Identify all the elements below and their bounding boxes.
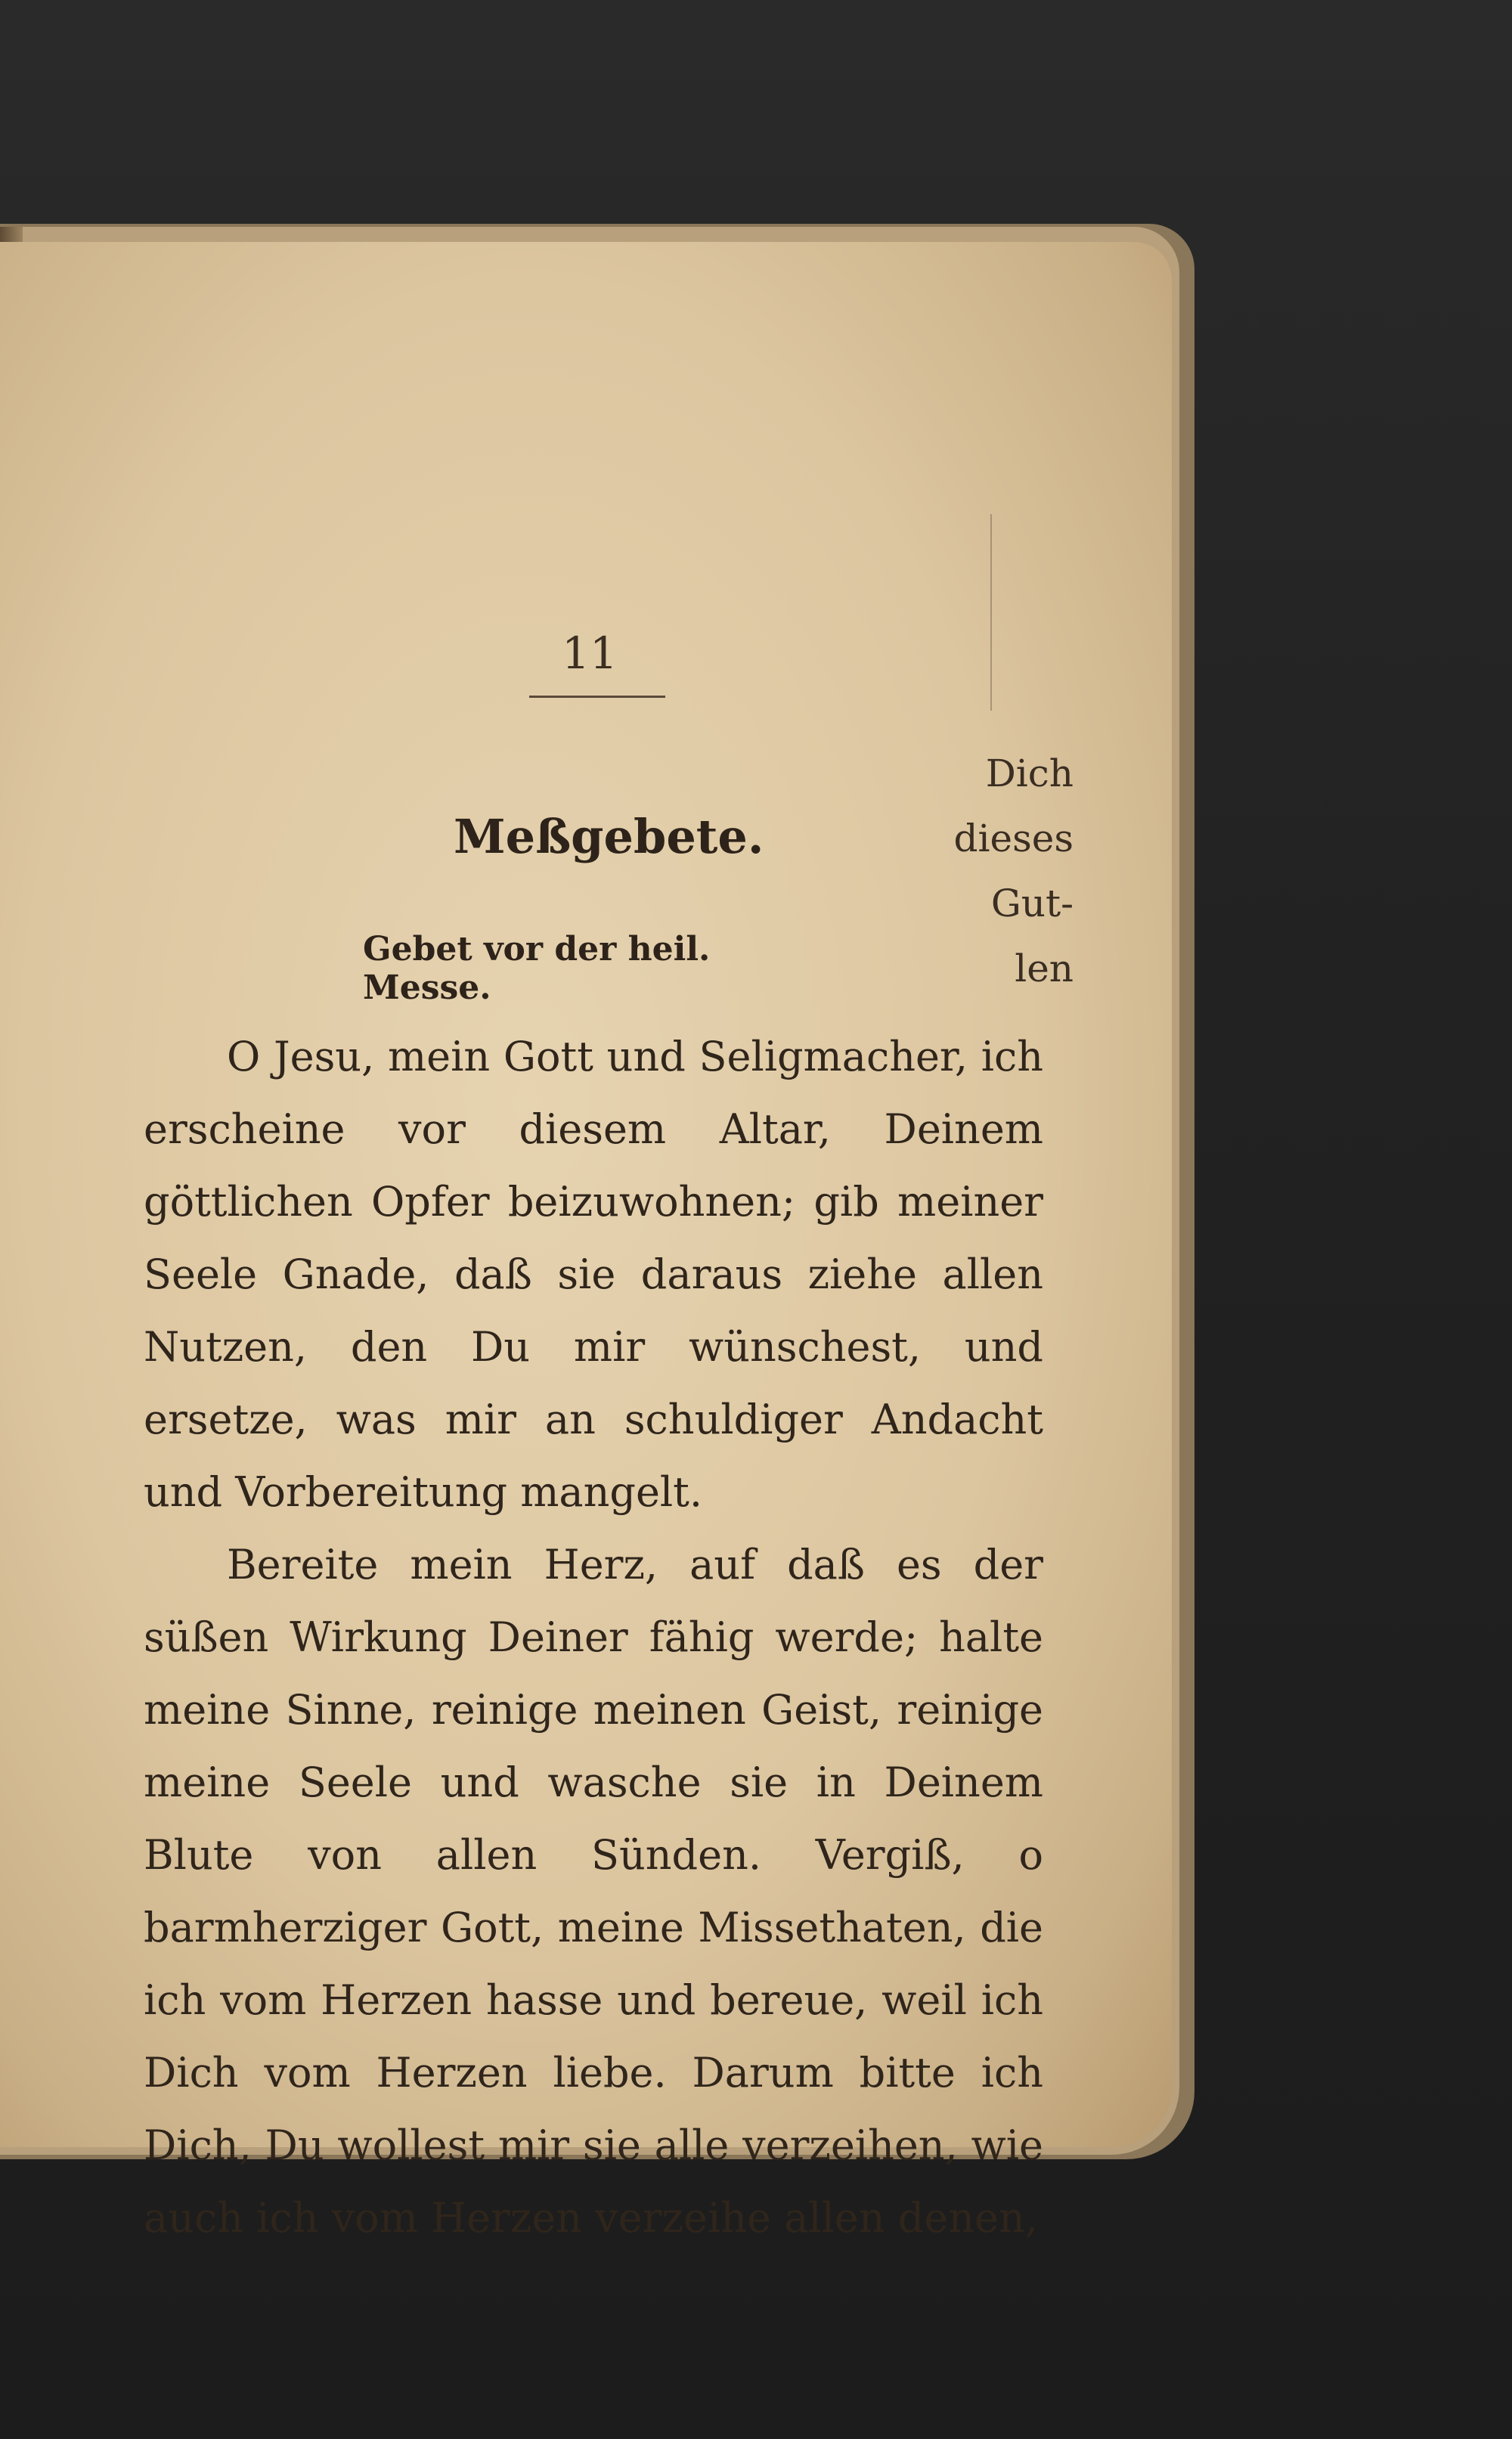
- page-crease: [990, 514, 992, 711]
- bleed-line: Dich: [985, 752, 1074, 795]
- section-heading: Meßgebete.: [454, 809, 764, 864]
- prayer-title: Gebet vor der heil. Messe.: [363, 930, 711, 1007]
- paragraph: Bereite mein Herz, auf daß es der süßen Wirkung Deiner fähig werde; halte meine Sinne, reinige meinen Geist, reinige meine Seele und wasche sie in Deinem Blute von allen Sünden. Vergiß, o barmherziger Gott, meine Missethaten, die ich vom Herzen hasse und bereue, weil ich Dich vom Herzen liebe. Darum bitte ich Dich, Du wollest mir sie alle verzeihen, wie auch ich vom Herzen verzeihe allen denen,: [144, 1541, 1043, 2242]
- prayer-body: [144, 1021, 1043, 2255]
- book-page: [0, 242, 1172, 2242]
- page-number: 11: [562, 628, 618, 679]
- bleed-through-text: [937, 741, 1074, 1001]
- bleed-line: dieses: [953, 817, 1074, 860]
- bleed-line: len: [1015, 947, 1074, 990]
- paragraph: O Jesu, mein Gott und Seligmacher, ich erscheine vor diesem Altar, Deinem göttlichen Opfer beizuwohnen; gib meiner Seele Gnade, daß sie daraus ziehe allen Nutzen, den Du mir wünschest, und ersetze, was mir an schuldiger Andacht und Vorbereitung mangelt.: [144, 1033, 1043, 1516]
- page-number-rule: [529, 696, 665, 698]
- bleed-line: Gut-: [990, 882, 1074, 925]
